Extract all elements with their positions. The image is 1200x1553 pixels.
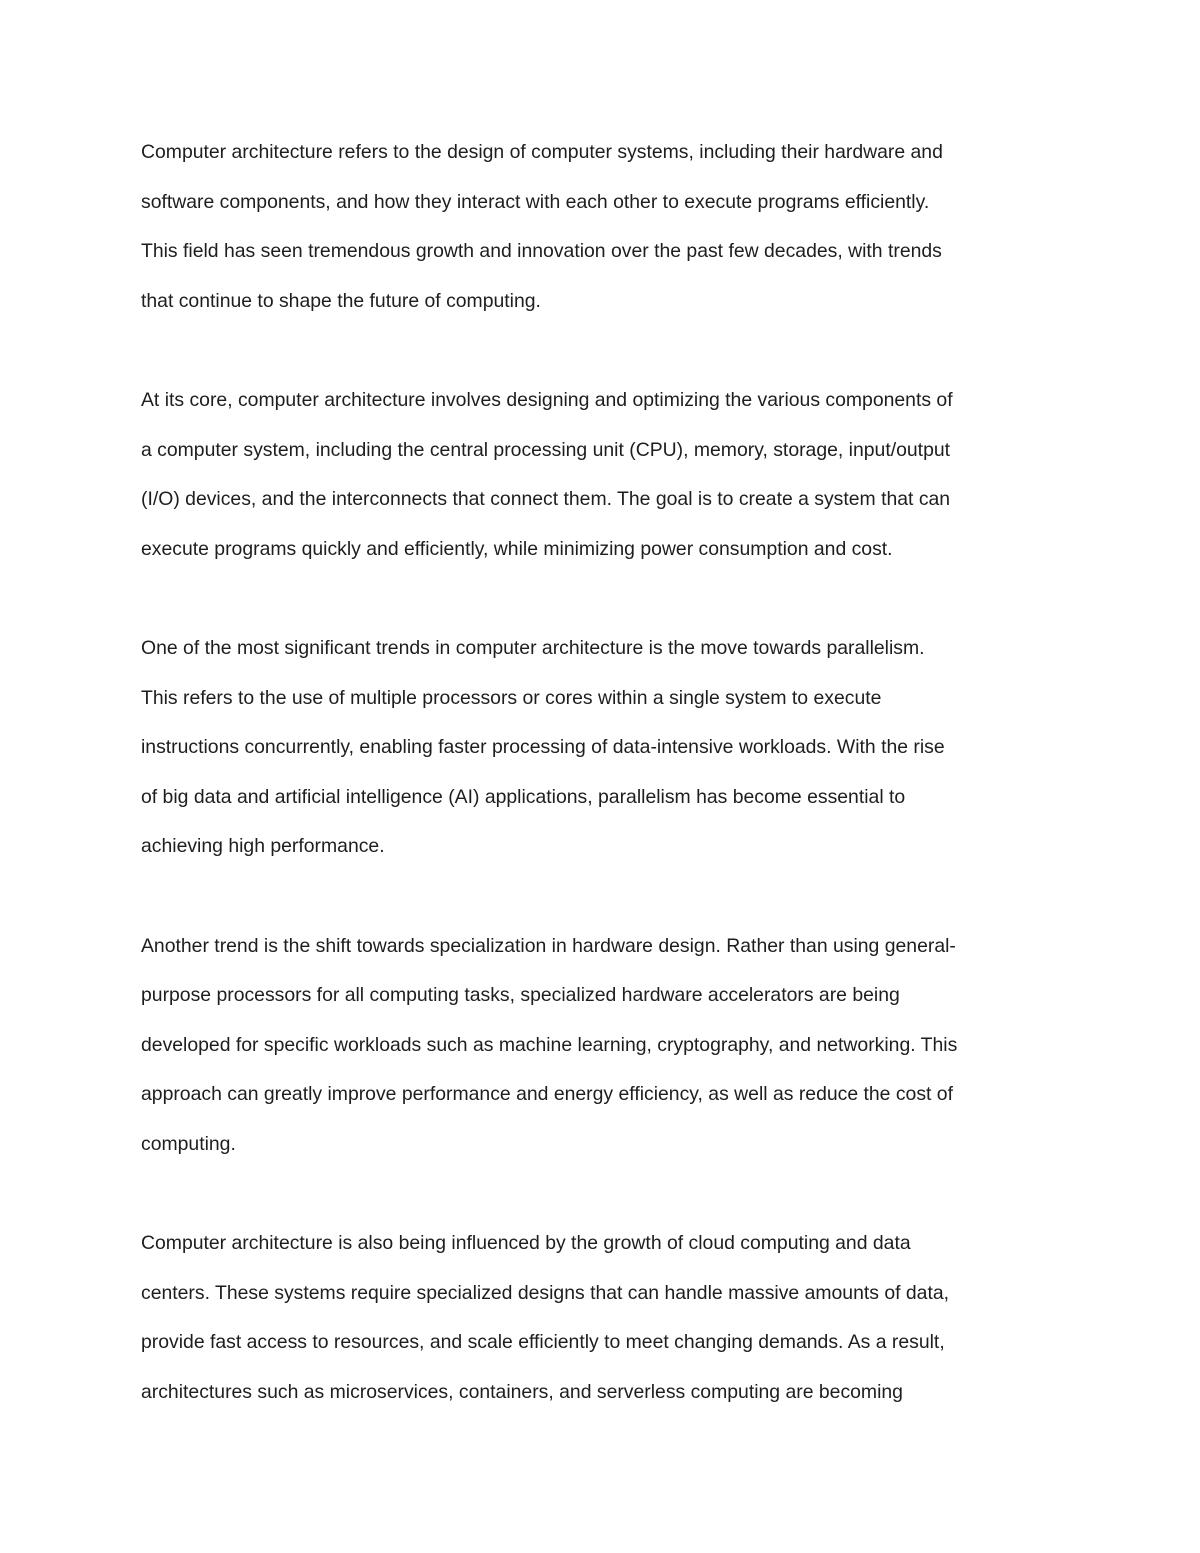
text-line: of big data and artificial intelligence (AI) applications, parallelism has become essential to	[141, 785, 906, 808]
text-line: that continue to shape the future of computing.	[141, 289, 541, 312]
text-line: provide fast access to resources, and scale efficiently to meet changing demands. As a result,	[141, 1331, 945, 1354]
text-line: This field has seen tremendous growth and innovation over the past few decades, with trends	[141, 240, 942, 263]
paragraph-3	[141, 624, 1061, 872]
text-line: computing.	[141, 1132, 236, 1155]
paragraph-2	[141, 376, 1061, 574]
paragraph-5	[141, 1219, 1061, 1417]
document-body	[141, 128, 1061, 1467]
text-line: Another trend is the shift towards specialization in hardware design. Rather than using general-	[141, 934, 956, 957]
text-line: a computer system, including the central processing unit (CPU), memory, storage, input/output	[141, 438, 951, 461]
text-line: At its core, computer architecture involves designing and optimizing the various components of	[141, 388, 953, 411]
text-line: execute programs quickly and efficiently, while minimizing power consumption and cost.	[141, 537, 893, 560]
text-line: approach can greatly improve performance and energy efficiency, as well as reduce the cost of	[141, 1083, 953, 1106]
text-line: This refers to the use of multiple processors or cores within a single system to execute	[141, 686, 882, 709]
text-line: architectures such as microservices, containers, and serverless computing are becoming	[141, 1380, 903, 1403]
text-line: software components, and how they interact with each other to execute programs efficiently.	[141, 190, 930, 213]
text-line: centers. These systems require specialized designs that can handle massive amounts of data,	[141, 1281, 950, 1304]
text-line: developed for specific workloads such as machine learning, cryptography, and networking. This	[141, 1033, 958, 1056]
text-line: Computer architecture refers to the design of computer systems, including their hardware and	[141, 141, 943, 163]
text-line: One of the most significant trends in computer architecture is the move towards parallelism.	[141, 636, 925, 659]
text-line: (I/O) devices, and the interconnects that connect them. The goal is to create a system that can	[141, 488, 951, 511]
paragraph-4	[141, 922, 1061, 1170]
paragraph-1	[141, 128, 1061, 326]
text-line: achieving high performance.	[141, 835, 385, 858]
text-line: instructions concurrently, enabling faster processing of data-intensive workloads. With the rise	[141, 736, 945, 759]
text-line: Computer architecture is also being influenced by the growth of cloud computing and data	[141, 1232, 911, 1255]
text-line: purpose processors for all computing tasks, specialized hardware accelerators are being	[141, 984, 900, 1007]
